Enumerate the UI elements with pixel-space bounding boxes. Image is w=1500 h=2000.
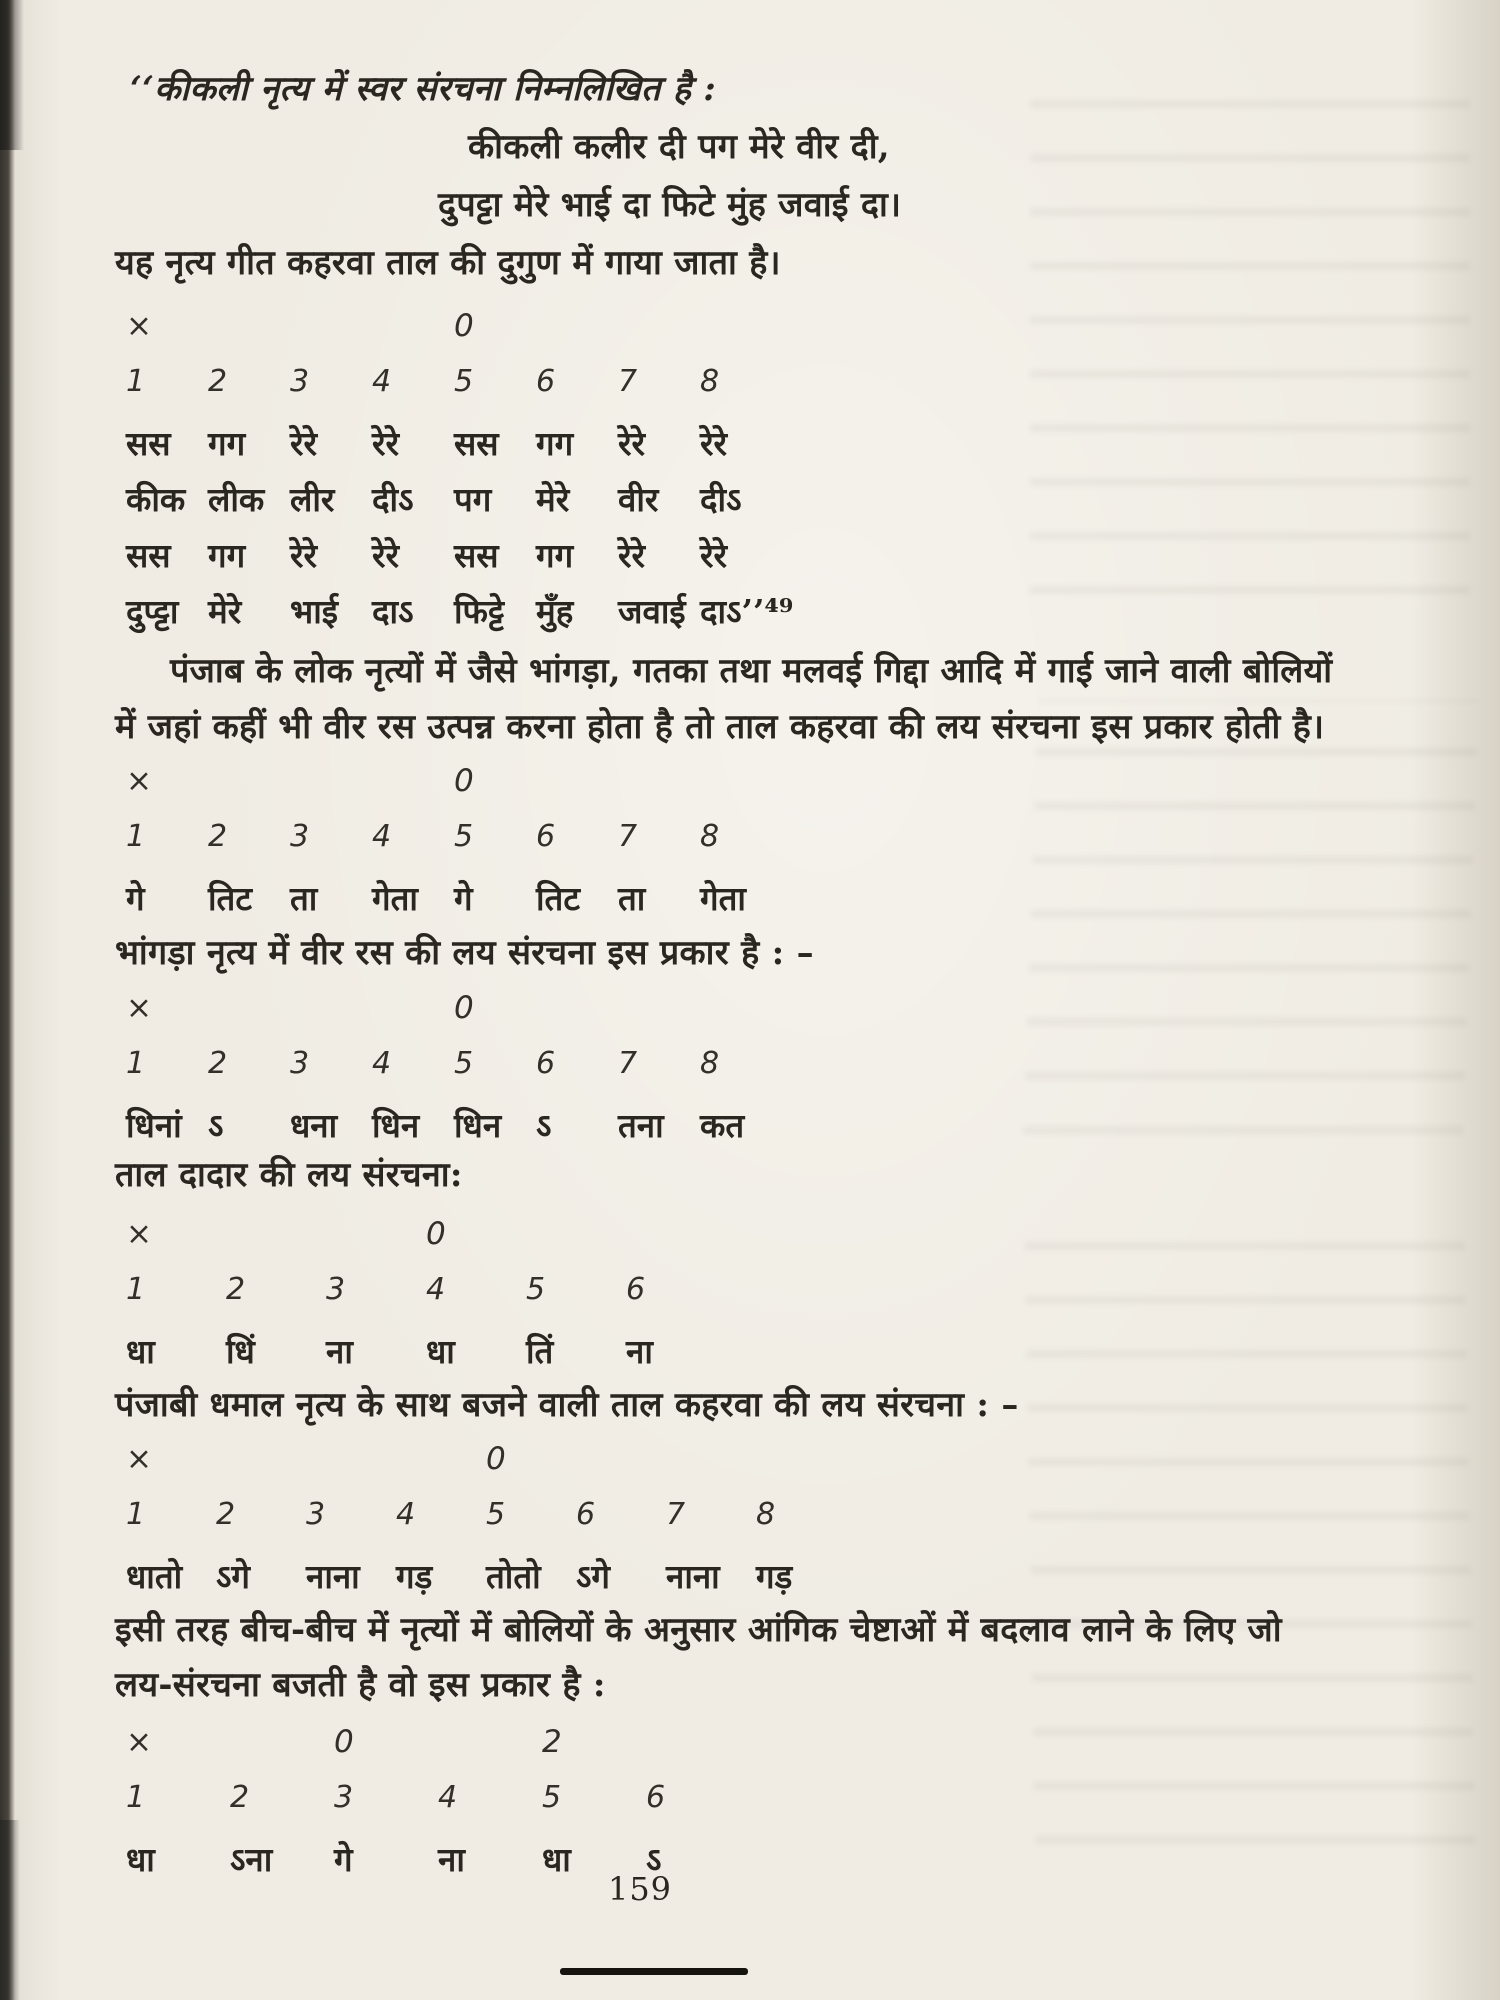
beat-number: 2	[208, 364, 228, 399]
taal-marker: 0	[486, 1441, 506, 1477]
bol-syllable: धातो	[126, 1557, 183, 1596]
scan-mark-bottom	[560, 1968, 748, 1975]
beat-number: 3	[334, 1780, 354, 1815]
sargam-syllable: गग	[536, 424, 574, 463]
sargam-syllable: सस	[126, 536, 171, 575]
beat-number: 6	[536, 819, 556, 854]
sargam-syllable: रेरे	[290, 424, 317, 463]
scan-corner-bottom-left	[0, 1820, 20, 2000]
taal-marker-row	[126, 1724, 750, 1780]
beat-number: 8	[756, 1497, 776, 1532]
lyric-syllable: मेरे	[536, 480, 570, 519]
bol-syllable: गे	[126, 879, 145, 918]
bol-syllable: कत	[700, 1106, 745, 1145]
taal-marker: 2	[542, 1724, 562, 1760]
beat-number: 7	[618, 364, 638, 399]
beat-number: 7	[666, 1497, 686, 1532]
sargam-syllable: रेरे	[700, 536, 727, 575]
beat-number: 2	[208, 1046, 228, 1081]
beat-number: 5	[454, 1046, 474, 1081]
paragraph-punjab-line-2: में जहां कहीं भी वीर रस उत्पन्न करना होता है तो ताल कहरवा की लय संरचना इस प्रकार होती है।	[115, 707, 1325, 747]
beat-number: 1	[126, 1780, 146, 1815]
beat-number: 3	[290, 819, 310, 854]
sargam-syllable: सस	[126, 424, 171, 463]
caption-dadra: ताल दादार की लय संरचना:	[115, 1155, 463, 1195]
sargam-syllable: रेरे	[618, 536, 645, 575]
beat-number: 4	[396, 1497, 416, 1532]
beat-number: 1	[126, 1497, 146, 1532]
bol-syllable: गड़	[756, 1557, 793, 1596]
beat-number: 5	[454, 364, 474, 399]
beat-number: 4	[372, 819, 392, 854]
lyric-syllable: दीऽ	[372, 480, 414, 519]
beat-number: 1	[126, 819, 146, 854]
beat-number-row	[126, 1046, 782, 1102]
bol-syllable: ता	[618, 879, 646, 918]
beat-number-row	[126, 1780, 750, 1836]
bol-syllable: धा	[126, 1840, 155, 1879]
sargam-syllable: रेरे	[618, 424, 645, 463]
beat-number-row	[126, 1272, 726, 1328]
bol-syllable: धा	[542, 1840, 571, 1879]
bol-syllable: धा	[426, 1332, 455, 1371]
taal-marker: 0	[334, 1724, 354, 1760]
lyric-row	[126, 476, 782, 532]
taal-marker: 0	[454, 308, 474, 344]
beat-number: 7	[618, 819, 638, 854]
bol-syllable: नाना	[306, 1557, 360, 1596]
taal-marker: ×	[126, 308, 152, 344]
bol-syllable: ऽगे	[576, 1557, 610, 1596]
beat-number: 3	[290, 1046, 310, 1081]
beat-number: 6	[536, 364, 556, 399]
lyric-syllable: भाई	[290, 592, 338, 631]
beat-number: 2	[230, 1780, 250, 1815]
taal-marker: ×	[126, 763, 152, 799]
caption-bhangra: भांगड़ा नृत्य में वीर रस की लय संरचना इस प्रकार है : –	[115, 933, 814, 973]
bol-syllable: गे	[454, 879, 473, 918]
lyric-syllable: दाऽ	[372, 592, 414, 631]
taal-marker-row	[126, 1441, 846, 1497]
lyric-syllable: दुप्ट्टा	[126, 592, 179, 631]
notation-bhangra-veer-ras	[126, 990, 782, 1158]
bleed-through-artifact	[1030, 70, 1470, 630]
sargam-row	[126, 532, 782, 588]
sargam-syllable: रेरे	[700, 424, 727, 463]
taal-marker: ×	[126, 990, 152, 1026]
bol-syllable: गेता	[372, 879, 418, 918]
sargam-syllable: गग	[536, 536, 574, 575]
lyric-syllable: दीऽ	[700, 480, 742, 519]
bol-syllable: तोतो	[486, 1557, 541, 1596]
bol-syllable: ऽ	[646, 1840, 662, 1879]
lyric-syllable: लीर	[290, 480, 335, 519]
beat-number: 3	[290, 364, 310, 399]
bol-syllable: ऽना	[230, 1840, 273, 1879]
notation-gesture-change	[126, 1724, 750, 1892]
beat-number-row	[126, 364, 782, 420]
beat-number: 5	[542, 1780, 562, 1815]
beat-number: 1	[126, 364, 146, 399]
beat-number: 4	[372, 364, 392, 399]
beat-number-row	[126, 819, 782, 875]
caption-dhamal: पंजाबी धमाल नृत्य के साथ बजने वाली ताल कहरवा की लय संरचना : –	[115, 1385, 1019, 1425]
bol-syllable: धना	[290, 1106, 338, 1145]
bol-syllable: तिट	[536, 879, 580, 918]
sargam-syllable: सस	[454, 424, 499, 463]
bol-syllable: धिन	[454, 1106, 502, 1145]
bleed-through-artifact	[1022, 700, 1478, 1170]
beat-number: 2	[208, 819, 228, 854]
bol-syllable: तिं	[526, 1332, 554, 1371]
lyric-syllable: कीक	[126, 480, 186, 519]
lyric-syllable: फिट्टे	[454, 592, 505, 631]
taal-marker: ×	[126, 1724, 152, 1760]
sargam-syllable: गग	[208, 424, 246, 463]
bol-syllable: गे	[334, 1840, 353, 1879]
bol-syllable: ना	[326, 1332, 353, 1371]
bol-row	[126, 1553, 846, 1609]
beat-number: 8	[700, 819, 720, 854]
beat-number: 5	[526, 1272, 546, 1307]
notation-kehrwa-veer-ras	[126, 763, 782, 931]
beat-number: 5	[486, 1497, 506, 1532]
notation-dhamal-kehrwa	[126, 1441, 846, 1609]
bol-syllable: ना	[438, 1840, 465, 1879]
bol-syllable: नाना	[666, 1557, 720, 1596]
taal-marker-row	[126, 990, 782, 1046]
beat-number: 7	[618, 1046, 638, 1081]
scan-edge-left	[0, 0, 15, 2000]
verse-line-2: दुपट्टा मेरे भाई दा फिटे मुंह जवाई दा।	[438, 185, 902, 225]
beat-number: 1	[126, 1046, 146, 1081]
bol-syllable: गेता	[700, 879, 746, 918]
taal-marker-row	[126, 1216, 726, 1272]
sargam-syllable: रेरे	[372, 424, 399, 463]
bol-syllable: गड़	[396, 1557, 433, 1596]
beat-number: 2	[216, 1497, 236, 1532]
bol-row	[126, 1328, 726, 1384]
beat-number: 2	[226, 1272, 246, 1307]
lyric-syllable: जवाई	[618, 592, 686, 631]
beat-number: 8	[700, 364, 720, 399]
bol-syllable: ऽ	[536, 1106, 552, 1145]
bol-syllable: धिं	[226, 1332, 255, 1371]
lyric-syllable: लीक	[208, 480, 265, 519]
taal-marker-row	[126, 308, 782, 364]
bol-syllable: ऽ	[208, 1106, 224, 1145]
beat-number: 4	[372, 1046, 392, 1081]
paragraph-change-line-2: लय-संरचना बजती है वो इस प्रकार है :	[115, 1665, 606, 1705]
lyric-row	[126, 588, 794, 644]
beat-number: 6	[626, 1272, 646, 1307]
lyric-syllable: मुँह	[536, 592, 574, 631]
beat-number-row	[126, 1497, 846, 1553]
bol-syllable: ना	[626, 1332, 653, 1371]
notation-taal-dadra	[126, 1216, 726, 1384]
scan-corner-top-left	[0, 0, 24, 150]
lyric-syllable: पग	[454, 480, 492, 519]
taal-marker: ×	[126, 1216, 152, 1252]
beat-number: 3	[326, 1272, 346, 1307]
bol-syllable: धिनां	[126, 1106, 182, 1145]
taal-marker: 0	[426, 1216, 446, 1252]
bol-syllable: तना	[618, 1106, 664, 1145]
taal-marker: ×	[126, 1441, 152, 1477]
bol-syllable: तिट	[208, 879, 252, 918]
verse-line-1: कीकली कलीर दी पग मेरे वीर दी,	[468, 127, 890, 167]
beat-number: 4	[438, 1780, 458, 1815]
taal-marker-row	[126, 763, 782, 819]
beat-number: 1	[126, 1272, 146, 1307]
taal-marker: 0	[454, 763, 474, 799]
context-line: यह नृत्य गीत कहरवा ताल की दुगुण में गाया जाता है।	[115, 243, 781, 283]
paragraph-change-line-1: इसी तरह बीच-बीच में नृत्यों में बोलियों के अनुसार आंगिक चेष्टाओं में बदलाव लाने के लिए जो	[115, 1610, 1282, 1650]
sargam-row	[126, 420, 782, 476]
bol-row	[126, 875, 782, 931]
page-number: 159	[607, 1870, 673, 1908]
bleed-through-artifact	[1024, 1240, 1475, 1880]
bol-syllable: धा	[126, 1332, 155, 1371]
lyric-syllable: मेरे	[208, 592, 242, 631]
sargam-syllable: सस	[454, 536, 499, 575]
beat-number: 6	[646, 1780, 666, 1815]
sargam-syllable: रेरे	[372, 536, 399, 575]
beat-number: 5	[454, 819, 474, 854]
beat-number: 6	[536, 1046, 556, 1081]
sargam-syllable: गग	[208, 536, 246, 575]
bol-syllable: ऽगे	[216, 1557, 250, 1596]
quote-opening-line: ‘‘कीकली नृत्य में स्वर संरचना निम्नलिखित है :	[130, 69, 717, 109]
beat-number: 4	[426, 1272, 446, 1307]
beat-number: 3	[306, 1497, 326, 1532]
taal-marker: 0	[454, 990, 474, 1026]
bol-syllable: धिन	[372, 1106, 420, 1145]
beat-number: 6	[576, 1497, 596, 1532]
beat-number: 8	[700, 1046, 720, 1081]
sargam-syllable: रेरे	[290, 536, 317, 575]
notation-kikli-kehrwa	[126, 308, 794, 644]
bol-syllable: ता	[290, 879, 318, 918]
lyric-syllable: दाऽ’’⁴⁹	[700, 592, 794, 631]
lyric-syllable: वीर	[618, 480, 659, 519]
paragraph-punjab-line-1: पंजाब के लोक नृत्यों में जैसे भांगड़ा, गतका तथा मलवई गिद्दा आदि में गाई जाने वाली बोलियों	[170, 651, 1333, 691]
